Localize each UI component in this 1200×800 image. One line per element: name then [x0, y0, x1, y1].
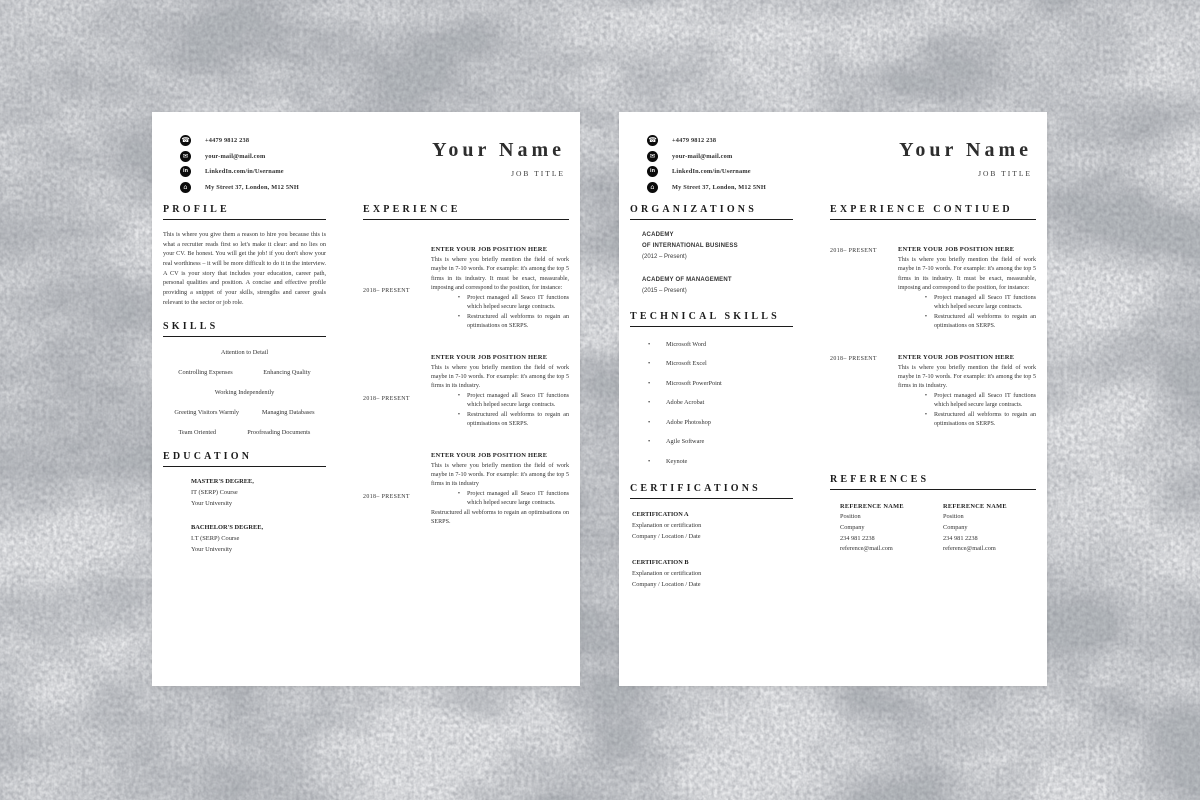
organization-name: ACADEMY OF MANAGEMENT: [642, 277, 732, 284]
skill-item: Proofreading Documents: [247, 429, 311, 437]
experience-body: This is where you briefly mention the field of work maybe in 7-10 words. For example: it's among the top 5 firms in its industry. It must be exact, measurable, imposing and correspond to the position, for instance:: [898, 257, 1036, 292]
references-section: [830, 474, 1036, 556]
experience-entry: [830, 354, 1036, 430]
contact-list: [630, 130, 766, 204]
bullet-icon: •: [648, 399, 651, 407]
organization-period: (2012 – Present): [642, 253, 687, 260]
mail-icon: ✉: [180, 151, 191, 162]
technical-skills-section: [630, 311, 793, 465]
reference-company: Company: [943, 523, 968, 531]
technical-skill-label: Agile Software: [666, 438, 705, 446]
technical-skill-item: [648, 341, 793, 348]
skill-item: Team Oriented: [178, 429, 217, 437]
page1-right-column: [363, 204, 569, 568]
certification-meta: Company / Location / Date: [632, 533, 701, 541]
experience-title: ENTER YOUR JOB POSITION HERE: [431, 353, 548, 361]
bullet-icon: •: [648, 438, 651, 446]
reference-company: Company: [840, 523, 865, 531]
contact-list: [163, 130, 299, 204]
technical-skills-heading: TECHNICAL SKILLS: [630, 311, 793, 327]
experience-bullet: [918, 313, 1036, 332]
certification-item: [632, 557, 793, 590]
organization-item: [642, 230, 793, 262]
organization-item: [642, 275, 793, 297]
experience-bullet: [451, 294, 569, 313]
skill-row: [163, 427, 326, 439]
technical-skill-label: Microsoft Excel: [666, 360, 707, 368]
experience-bullet-text: Project managed all Seaco IT functions which helped secure large contracts.: [467, 294, 569, 311]
experience-entry: [363, 246, 569, 332]
certification-description: Explanation or certification: [632, 522, 702, 529]
skill-item: Enhancing Quality: [263, 369, 311, 377]
experience-title: ENTER YOUR JOB POSITION HERE: [898, 246, 1015, 253]
experience-date: 2018– PRESENT: [363, 395, 410, 402]
bullet-icon: •: [648, 457, 651, 465]
contact-address: [180, 182, 299, 193]
organization-period: (2015 – Present): [642, 288, 687, 295]
education-item: [191, 523, 326, 556]
street-address: My Street 37, London, M12 5NH: [672, 183, 767, 191]
page2-header: [630, 130, 1036, 204]
phone-icon: ☎: [181, 136, 190, 144]
skill-row: [163, 387, 326, 399]
phone-number: +4479 9812 238: [672, 137, 717, 144]
linkedin-icon: in: [180, 166, 191, 177]
job-title: JOB TITLE: [978, 169, 1032, 178]
profile-body: This is where you give them a reason to hire you because this is what a recruiter reads first so let's make it clear: and no lies on your CV. Be honest. You will get the job! if you don't show your real worthiness – it will be more difficult to do it in the interview. A CV is your story that includes your education, career path, personal qualities and position. A concise and effective profile providing a snippet of your skills, strengths and career goals relevant to the sector or job role.: [163, 231, 326, 306]
experience-bullet-text: Project managed all Seaco IT functions which helped secure large contracts.: [467, 392, 569, 409]
name-block: [432, 130, 569, 204]
experience-bullet-text: Restructured all webforms to regain an optimisations on SERPS.: [934, 313, 1036, 330]
organization-name: OF INTERNATIONAL BUSINESS: [642, 242, 738, 249]
technical-skill-item: [648, 419, 793, 426]
linkedin-url: LinkedIn.com/in/Username: [205, 168, 284, 175]
linkedin-icon: in: [647, 166, 658, 177]
experience-bullet: [451, 392, 569, 411]
technical-skill-label: Keynote: [666, 457, 688, 465]
technical-skill-label: Adobe Acrobat: [666, 399, 705, 407]
experience-date: 2018– PRESENT: [363, 288, 410, 294]
experience-continued-heading: EXPERIENCE CONTIUED: [830, 204, 1036, 220]
degree-school: Your University: [191, 499, 233, 507]
column-gap: [326, 204, 363, 568]
job-title: JOB TITLE: [511, 169, 565, 178]
street-address: My Street 37, London, M12 5NH: [205, 183, 300, 191]
person-name: Your Name: [432, 139, 565, 161]
email-address: your-mail@mail.com: [672, 152, 733, 160]
column-gap: [793, 204, 830, 605]
page2-columns: [630, 204, 1036, 605]
person-name: Your Name: [899, 139, 1032, 161]
degree-name: MASTER'S DEGREE,: [191, 478, 254, 486]
certifications-heading: CERTIFICATIONS: [630, 483, 793, 499]
degree-name: BACHELOR'S DEGREE,: [191, 523, 264, 531]
experience-body: This is where you briefly mention the field of work maybe in 7-10 words. For example: it's among the top 5 firms in its industry. It must be exact, measurable, imposing and correspond to the position, for instance:: [431, 257, 569, 292]
organizations-section: [630, 204, 793, 297]
experience-date: 2018– PRESENT: [830, 248, 877, 254]
bullet-icon: •: [648, 360, 651, 368]
reference-email: reference@mail.com: [943, 545, 996, 553]
reference-phone: 234 981 2238: [840, 534, 875, 542]
degree-course: IT (SERP) Course: [191, 489, 238, 497]
skill-row: [163, 407, 326, 419]
skill-item: Attention to Detail: [220, 349, 269, 357]
skill-item: Greeting Visitors Warmly: [174, 409, 240, 417]
page1-columns: [163, 204, 569, 568]
bullet-icon: •: [924, 411, 928, 418]
profile-heading: PROFILE: [163, 204, 326, 220]
experience-continued-section: [830, 204, 1036, 430]
experience-date: 2018– PRESENT: [830, 355, 877, 362]
bullet-icon: •: [457, 392, 461, 399]
experience-bullet: [451, 411, 569, 430]
education-section: [163, 451, 326, 555]
experience-footer-text: Restructured all webforms to regain an optimisations on SERPS.: [431, 509, 569, 526]
certification-item: [632, 509, 793, 542]
experience-bullet-text: Restructured all webforms to regain an optimisations on SERPS.: [934, 411, 1036, 428]
experience-content: [431, 354, 569, 430]
skill-item: Managing Databases: [261, 409, 315, 417]
experience-title: ENTER YOUR JOB POSITION HERE: [431, 451, 548, 459]
home-icon: ⌂: [180, 182, 191, 193]
contact-linkedin: [180, 166, 299, 177]
email-address: your-mail@mail.com: [205, 152, 266, 160]
page1-header: [163, 130, 569, 204]
reference-item: [830, 502, 933, 556]
certification-title: CERTIFICATION A: [632, 510, 689, 518]
reference-name: REFERENCE NAME: [840, 502, 904, 510]
reference-item: [933, 502, 1036, 556]
reference-email: reference@mail.com: [840, 545, 893, 553]
skill-row: [163, 347, 326, 359]
page1-left-column: [163, 204, 326, 568]
reference-position: Position: [840, 513, 861, 521]
certifications-section: [630, 483, 793, 590]
experience-section: [363, 204, 569, 528]
bullet-icon: •: [457, 294, 461, 301]
bullet-icon: •: [457, 490, 461, 497]
bullet-icon: •: [924, 294, 928, 301]
experience-date: 2018– PRESENT: [363, 493, 410, 500]
experience-bullet-text: Restructured all webforms to regain an optimisations on SERPS.: [467, 411, 569, 428]
experience-content: [898, 354, 1036, 430]
skill-item: Working Independently: [214, 389, 275, 397]
home-icon: ⌂: [647, 182, 658, 193]
technical-skill-item: [648, 438, 793, 445]
bullet-icon: •: [924, 313, 928, 320]
experience-content: [898, 246, 1036, 332]
contact-email: [647, 151, 766, 162]
experience-body: This is where you briefly mention the field of work maybe in 7-10 words. For example: it's among the top 5 firms in its industry: [431, 462, 569, 488]
certification-title: CERTIFICATION B: [632, 559, 689, 567]
technical-skill-label: Microsoft PowerPoint: [666, 379, 722, 387]
degree-school: Your University: [191, 545, 233, 553]
resume-page-1: [152, 112, 580, 686]
experience-entry: [363, 354, 569, 430]
resume-page-2: [619, 112, 1047, 686]
experience-bullet-text: Project managed all Seaco IT functions which helped secure large contracts.: [934, 294, 1036, 311]
technical-skills-list: [630, 341, 793, 465]
reference-position: Position: [943, 513, 964, 521]
experience-bullet: [451, 313, 569, 332]
phone-number: +4479 9812 238: [205, 137, 250, 144]
skills-heading: SKILLS: [163, 321, 326, 337]
contact-phone: [180, 135, 299, 146]
organizations-heading: ORGANIZATIONS: [630, 204, 793, 220]
experience-bullet: [451, 490, 569, 509]
experience-entry: [830, 246, 1036, 332]
experience-entry: [363, 452, 569, 528]
experience-bullet-text: Project managed all Seaco IT functions which helped secure large contracts.: [934, 392, 1036, 409]
experience-content: [431, 452, 569, 528]
skill-item: Controlling Expenses: [178, 369, 233, 377]
education-item: [191, 477, 326, 510]
reference-phone: 234 981 2238: [943, 534, 978, 542]
experience-content: [431, 246, 569, 332]
experience-bullet: [918, 294, 1036, 313]
technical-skill-label: Adobe Photoshop: [666, 418, 711, 426]
certification-meta: Company / Location / Date: [632, 581, 701, 589]
technical-skill-label: Microsoft Word: [666, 340, 707, 348]
technical-skill-item: [648, 360, 793, 367]
technical-skill-item: [648, 380, 793, 387]
experience-heading: EXPERIENCE: [363, 204, 569, 220]
name-block: [899, 130, 1036, 204]
experience-body: This is where you briefly mention the field of work maybe in 7-10 words. For example: it's among the top 5 firms in its industry.: [898, 364, 1036, 390]
education-heading: EDUCATION: [163, 451, 326, 467]
degree-course: I.T (SERP) Course: [191, 534, 240, 542]
experience-bullet: [918, 411, 1036, 430]
organization-name: ACADEMY: [642, 232, 674, 238]
technical-skill-item: [648, 458, 793, 465]
references-heading: REFERENCES: [830, 474, 1036, 490]
experience-bullet-text: Restructured all webforms to regain an optimisations on SERPS.: [467, 313, 569, 330]
profile-section: [163, 204, 326, 307]
bullet-icon: •: [648, 379, 651, 387]
page2-right-column: [830, 204, 1036, 605]
linkedin-url: LinkedIn.com/in/Username: [672, 168, 751, 175]
technical-skill-item: [648, 399, 793, 406]
contact-linkedin: [647, 166, 766, 177]
mail-icon: ✉: [647, 151, 658, 162]
bullet-icon: •: [648, 418, 651, 426]
contact-email: [180, 151, 299, 162]
contact-phone: [647, 135, 766, 146]
experience-bullet-text: Project managed all Seaco IT functions which helped secure large contracts.: [467, 490, 569, 507]
experience-bullet: [918, 392, 1036, 411]
experience-title: ENTER YOUR JOB POSITION HERE: [431, 246, 548, 253]
references-list: [830, 502, 1036, 556]
skills-list: [163, 347, 326, 439]
bullet-icon: •: [457, 313, 461, 320]
experience-body: This is where you briefly mention the field of work maybe in 7-10 words. For example: it's among the top 5 firms in its industry.: [431, 364, 569, 390]
phone-icon: ☎: [648, 136, 657, 144]
bullet-icon: •: [924, 392, 928, 399]
contact-address: [647, 182, 766, 193]
certification-description: Explanation or certification: [632, 570, 702, 578]
skill-row: [163, 367, 326, 379]
reference-name: REFERENCE NAME: [943, 502, 1007, 510]
experience-title: ENTER YOUR JOB POSITION HERE: [898, 353, 1015, 361]
page2-left-column: [630, 204, 793, 605]
skills-section: [163, 321, 326, 439]
bullet-icon: •: [648, 340, 651, 348]
bullet-icon: •: [457, 411, 461, 418]
